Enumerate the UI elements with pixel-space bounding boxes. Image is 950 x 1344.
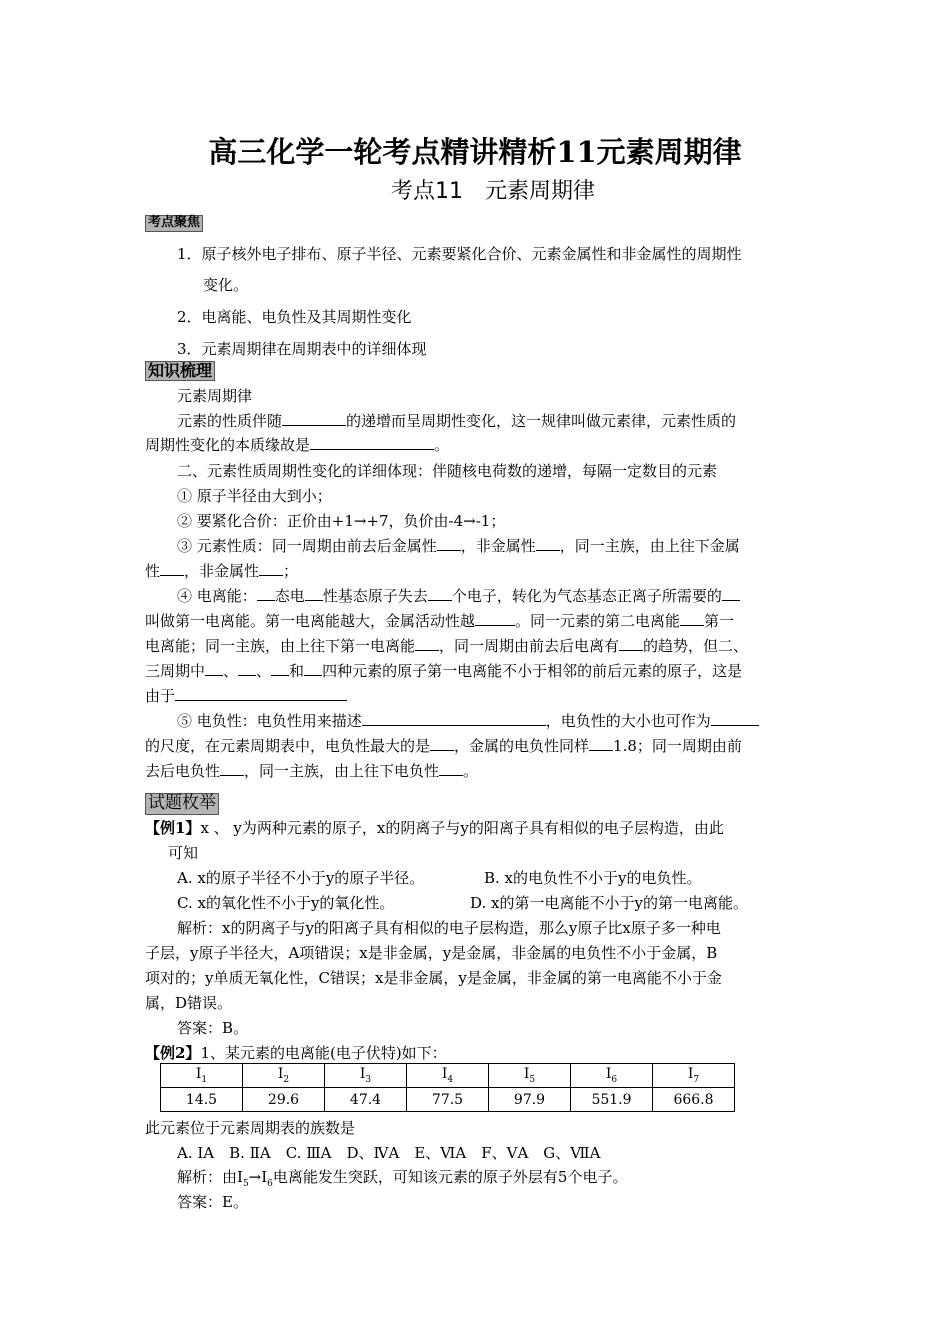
knowledge-para-9: 三周期中 、 、 和 四种元素的原子第一电离能不小于相邻的前后元素的原子，这是 — [145, 662, 743, 680]
example-1-analysis-2: 子层，y原子半径大，A项错误；x是非金属，y是金属，非金属的电负性不小于金属，B — [145, 944, 718, 962]
knowledge-para-4: ② 要紧化合价：正价由+1→+7，负价由-4→-1； — [177, 512, 506, 530]
example-2-options: A. IA B. ⅡA C. ⅢA D、ⅣA E、ⅥA F、ⅤA G、ⅦA — [177, 1144, 601, 1162]
example-1-option-d: D. x的第一电离能不小于y的第一电离能。 — [470, 894, 748, 912]
table-cell: 666.8 — [653, 1088, 735, 1112]
table-header-row — [161, 1064, 735, 1088]
focus-item-1: 1．原子核外电子排布、原子半径、元素要紧化合价、元素金属性和非金属性的周期性 — [177, 245, 742, 263]
table-header-cell: $I_5$ — [489, 1064, 571, 1088]
page-title: 高三化学一轮考点精讲精析11元素周期律 — [208, 135, 742, 169]
example-1-analysis-1: 解析：x的阴离子与y的阳离子具有相似的电子层构造，那么y原子比x原子多一种电 — [177, 919, 721, 937]
knowledge-heading: 元素周期律 — [177, 387, 253, 405]
table-cell: 77.5 — [407, 1088, 489, 1112]
focus-item-2: 2．电离能、电负性及其周期性变化 — [177, 308, 412, 326]
knowledge-para-5-cont: 性 ，非金属性 ； — [145, 562, 299, 580]
example-1-option-c: C. x的氧化性不小于y的氧化性。 — [177, 894, 395, 912]
example-1-option-b: B. x的电负性不小于y的电负性。 — [484, 869, 702, 887]
knowledge-para-1: 元素的性质伴随 的递增而呈周期性变化，这一规律叫做元素律，元素性质的 — [177, 412, 737, 430]
example-2-question-2: 此元素位于元素周期表的族数是 — [145, 1119, 356, 1137]
focus-item-3: 3．元素周期律在周期表中的详细体现 — [177, 340, 427, 358]
table-cell: 14.5 — [161, 1088, 243, 1112]
example-1-question-cont: 可知 — [168, 844, 199, 862]
knowledge-para-12: 的尺度，在元素周期表中，电负性最大的是 ，金属的电负性同样 1.8；同一周期由前 — [145, 737, 742, 755]
example-2-question: 【例2】1、某元素的电离能(电子伏特)如下： — [145, 1044, 447, 1062]
table-header-cell: $I_1$ — [161, 1064, 243, 1088]
page-subtitle: 考点11 元素周期律 — [391, 179, 595, 204]
knowledge-para-7: 叫做第一电离能。第一电离能越大，金属活动性越 。同一元素的第二电离能 第一 — [145, 612, 735, 630]
knowledge-para-3: ① 原子半径由大到小； — [177, 487, 332, 505]
table-cell: 29.6 — [243, 1088, 325, 1112]
knowledge-para-10: 由于 — [145, 685, 347, 707]
table-header-cell: $I_4$ — [407, 1064, 489, 1088]
example-1-answer: 答案：B。 — [177, 1019, 249, 1037]
ionization-energy-table — [160, 1063, 735, 1112]
knowledge-para-11: ⑤ 电负性：电负性用来描述 ，电负性的大小也可作为 — [177, 710, 759, 732]
focus-tag: 考点聚焦 — [145, 215, 203, 232]
knowledge-para-8: 电离能；同一主族，由上往下第一电离能 ，同一周期由前去后电离有 的趋势，但二、 — [145, 637, 749, 655]
knowledge-para-5: ③ 元素性质：同一周期由前去后金属性 ，非金属性 ，同一主族，由上往下金属 — [177, 537, 740, 555]
focus-item-1-cont: 变化。 — [203, 276, 249, 294]
table-cell: 97.9 — [489, 1088, 571, 1112]
table-cell: 47.4 — [325, 1088, 407, 1112]
table-header-cell: $I_6$ — [571, 1064, 653, 1088]
example-2-answer: 答案：E。 — [177, 1193, 248, 1211]
example-1-option-a: A. x的原子半径不小于y的原子半径。 — [177, 869, 425, 887]
knowledge-para-13: 去后电负性 ，同一主族，由上往下电负性 。 — [145, 762, 479, 780]
knowledge-para-1-cont: 周期性变化的本质缘故是 。 — [145, 436, 450, 454]
example-1-analysis-4: 属，D错误。 — [145, 994, 233, 1012]
examples-tag: 试题枚举 — [145, 793, 219, 815]
knowledge-tag: 知识梳理 — [145, 361, 215, 381]
table-row — [161, 1088, 735, 1112]
example-2-analysis: 解析：由$I_5\to I_6$电离能发生突跃，可知该元素的原子外层有5个电子。 — [177, 1168, 628, 1189]
example-1-question: 【例1】x 、 y为两种元素的原子，x的阴离子与y的阳离子具有相似的电子层构造，由此 — [145, 819, 724, 837]
table-header-cell: $I_3$ — [325, 1064, 407, 1088]
table-header-cell: $I_7$ — [653, 1064, 735, 1088]
example-1-analysis-3: 项对的；y单质无氧化性，C错误；x是非金属，y是金属，非金属的第一电离能不小于金 — [145, 969, 722, 987]
table-cell: 551.9 — [571, 1088, 653, 1112]
knowledge-para-2: 二、元素性质周期性变化的详细体现：伴随核电荷数的递增，每隔一定数目的元素 — [177, 462, 718, 480]
table-header-cell: $I_2$ — [243, 1064, 325, 1088]
knowledge-para-6: ④ 电离能： 态电 性基态原子失去 个电子，转化为气态基态正离子所需要的 — [177, 585, 740, 607]
